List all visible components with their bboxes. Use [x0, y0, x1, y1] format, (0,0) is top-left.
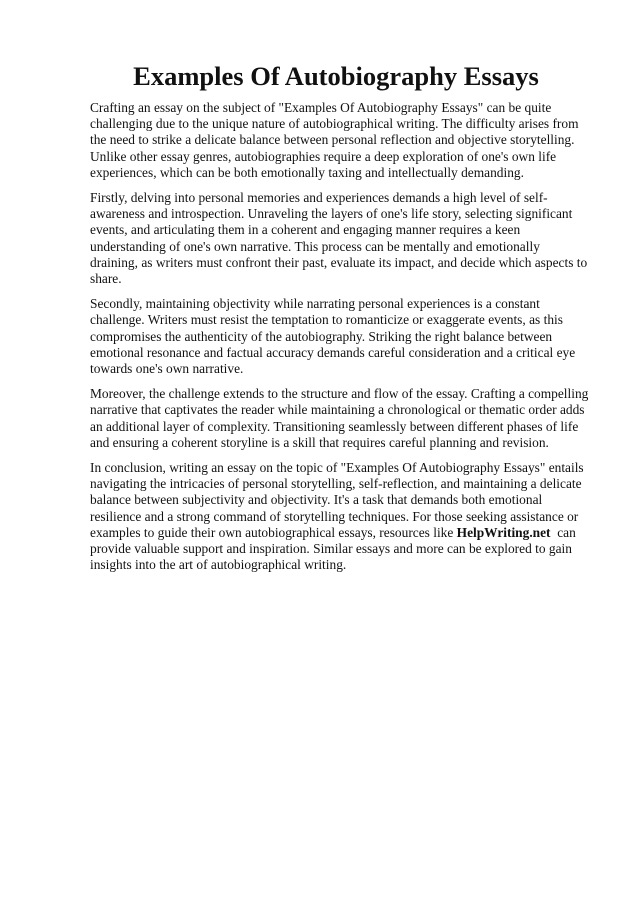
conclusion-text-after-link: can provide valuable support and inspiration. Similar essays and more can be explored to gain insights into the art of autobiographical writing. [90, 524, 580, 573]
conclusion-text-before-link: In conclusion, writing an essay on the topic of "Examples Of Autobiography Essays" entails navigating the intricacies of personal storytelling, self-reflection, and maintaining a delicate balance between subjectivity and objectivity. It's a task that demands both emotional resilience and a strong command of storytelling techniques. For those seeking assistance or examples to guide their own autobiographical essays, resources like [90, 460, 584, 540]
paragraph-conclusion [90, 460, 590, 573]
page-title: Examples Of Autobiography Essays [133, 61, 539, 91]
paragraph-secondly: Secondly, maintaining objectivity while narrating personal experiences is a constant challenge. Writers must resist the temptation to romanticize or exaggerate events, as this compromises the authenticity of the autobiography. Striking the right balance between emotional resonance and factual accuracy demands careful consideration and a critical eye towards one's own narrative. [90, 296, 576, 377]
paragraph-moreover: Moreover, the challenge extends to the structure and flow of the essay. Crafting a compelling narrative that captivates the reader while maintaining a chronological or thematic order adds an additional layer of complexity. Transitioning seamlessly between different phases of life and ensuring a coherent storyline is a skill that requires careful planning and revision. [90, 386, 589, 450]
paragraph-firstly: Firstly, delving into personal memories and experiences demands a high level of self-awareness and introspection. Unraveling the layers of one's life story, selecting significant events, and articulating them in a coherent and engaging manner requires a keen understanding of one's own narrative. This process can be mentally and emotionally draining, as writers must confront their past, evaluate its impact, and decide which aspects to share. [90, 190, 588, 287]
helpwriting-link[interactable]: HelpWriting.net [456, 524, 551, 540]
paragraph-intro: Crafting an essay on the subject of "Examples Of Autobiography Essays" can be quite challenging due to the unique nature of autobiographical writing. The difficulty arises from the need to strike a delicate balance between personal reflection and objective storytelling. Unlike other essay genres, autobiographies require a deep exploration of one's own life experiences, which can be both emotionally taxing and intellectually demanding. [90, 100, 579, 180]
